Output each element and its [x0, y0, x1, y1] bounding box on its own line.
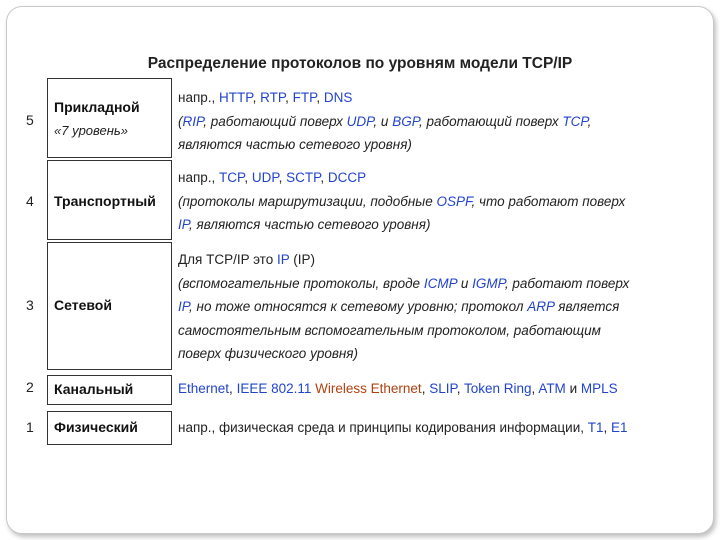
description-text: , работающий поверх [203, 113, 347, 129]
protocol-link[interactable]: ATM [538, 381, 566, 396]
layer-name: Транспортный [54, 193, 156, 209]
description-text: самостоятельным вспомогательным протоколом, работающим [178, 322, 601, 338]
description-line [178, 190, 698, 214]
protocol-link[interactable]: TCP [219, 170, 245, 185]
description-text: , и [373, 113, 393, 129]
layer-name: Сетевой [54, 297, 112, 313]
layer-name-box [47, 242, 172, 370]
description-text: Для TCP/IP это [178, 252, 277, 267]
description-text: , но тоже относятся к сетевому уровню; протокол [189, 299, 528, 314]
description-text: , [278, 170, 287, 185]
protocol-link[interactable]: UDP [346, 113, 374, 129]
description-text: (IP) [289, 252, 315, 267]
protocol-link[interactable]: Token Ring [464, 381, 532, 396]
protocol-link[interactable]: FTP [292, 90, 317, 105]
description-text: , [421, 381, 430, 396]
description-line [178, 416, 698, 440]
description-text: и [457, 275, 473, 291]
layer-name: Канальный [54, 381, 134, 397]
description-text: , [587, 113, 592, 129]
layer-name-box [47, 411, 172, 445]
layer-number: 4 [26, 193, 34, 209]
layer-number: 1 [26, 419, 34, 435]
description-line [178, 86, 698, 110]
protocol-link[interactable]: DCCP [327, 170, 367, 185]
protocol-link[interactable]: IP [178, 217, 190, 232]
layer-number: 5 [26, 112, 34, 128]
description-line [178, 342, 698, 366]
protocol-link[interactable]: IGMP [472, 275, 505, 291]
protocol-link-missing[interactable]: Wireless Ethernet [315, 381, 422, 396]
description-text: , что работают поверх [471, 193, 626, 209]
layer-name-box [47, 78, 172, 158]
protocol-link[interactable]: E1 [611, 420, 628, 435]
description-text: , работают поверх [504, 275, 630, 291]
protocol-link[interactable]: SCTP [286, 170, 321, 185]
description-text: , [285, 90, 293, 105]
protocol-link[interactable]: Ethernet [178, 381, 230, 396]
layer-name: Физический [54, 419, 138, 435]
description-text: , работающий поверх [418, 113, 563, 129]
layer-subtitle: «7 уровень» [54, 123, 128, 138]
protocol-link[interactable]: MPLS [580, 381, 618, 396]
table-title: Распределение протоколов по уровням модели TCP/IP [147, 55, 573, 72]
description-text: и [565, 381, 581, 396]
description-line [178, 272, 698, 296]
description-line [178, 319, 698, 343]
layer-description [178, 416, 698, 440]
layer-number: 3 [26, 297, 34, 313]
description-text: ( [178, 113, 183, 129]
protocol-link[interactable]: UDP [251, 170, 279, 185]
description-text: является [554, 299, 620, 314]
description-text: , являются частью сетевого уровня) [189, 217, 431, 232]
description-text: , [603, 420, 612, 435]
description-text: напр., [178, 170, 220, 185]
layer-description [178, 248, 698, 366]
description-line [178, 133, 698, 157]
layer-name: Прикладной [54, 99, 140, 115]
layer-description [178, 166, 698, 237]
protocol-link[interactable]: ICMP [423, 275, 458, 291]
layer-name-box [47, 160, 172, 240]
protocol-link[interactable]: IP [276, 252, 290, 267]
layer-name-box [47, 375, 172, 405]
description-line [178, 166, 698, 190]
description-text: , [316, 90, 324, 105]
protocol-link[interactable]: IP [178, 299, 190, 314]
protocol-link[interactable]: RTP [260, 90, 286, 105]
description-text: , [252, 90, 261, 105]
protocol-link[interactable]: HTTP [219, 90, 253, 105]
protocol-link[interactable]: SLIP [429, 381, 457, 396]
protocol-link[interactable]: ARP [527, 299, 555, 314]
protocol-link[interactable]: BGP [392, 113, 419, 129]
description-text: поверх физического уровня) [178, 346, 359, 361]
description-line [178, 110, 698, 134]
protocol-link[interactable]: DNS [323, 90, 353, 105]
layer-description [178, 86, 698, 157]
description-line [178, 377, 698, 401]
protocol-link[interactable]: TCP [562, 113, 588, 129]
description-text: (вспомогательные протоколы, вроде [178, 275, 424, 291]
layer-number: 2 [26, 379, 34, 395]
description-text: , [229, 381, 237, 396]
protocol-link[interactable]: RIP [182, 113, 204, 129]
description-text: являются частью сетевого уровня) [178, 137, 412, 152]
description-text: , [456, 381, 464, 396]
description-text: напр., физическая среда и принципы кодирования информации, [178, 420, 588, 435]
description-text: , [320, 170, 328, 185]
protocol-link[interactable]: T1 [587, 420, 604, 435]
protocol-link[interactable]: IEEE 802.11 [236, 381, 312, 396]
description-text: , [531, 381, 539, 396]
protocol-link[interactable]: OSPF [436, 193, 472, 209]
description-line [178, 213, 698, 237]
description-text: напр., [178, 90, 220, 105]
description-text: , [244, 170, 252, 185]
description-text: (протоколы маршрутизации, подобные [178, 193, 437, 209]
description-line [178, 248, 698, 272]
layer-description [178, 377, 698, 401]
description-line [178, 295, 698, 319]
